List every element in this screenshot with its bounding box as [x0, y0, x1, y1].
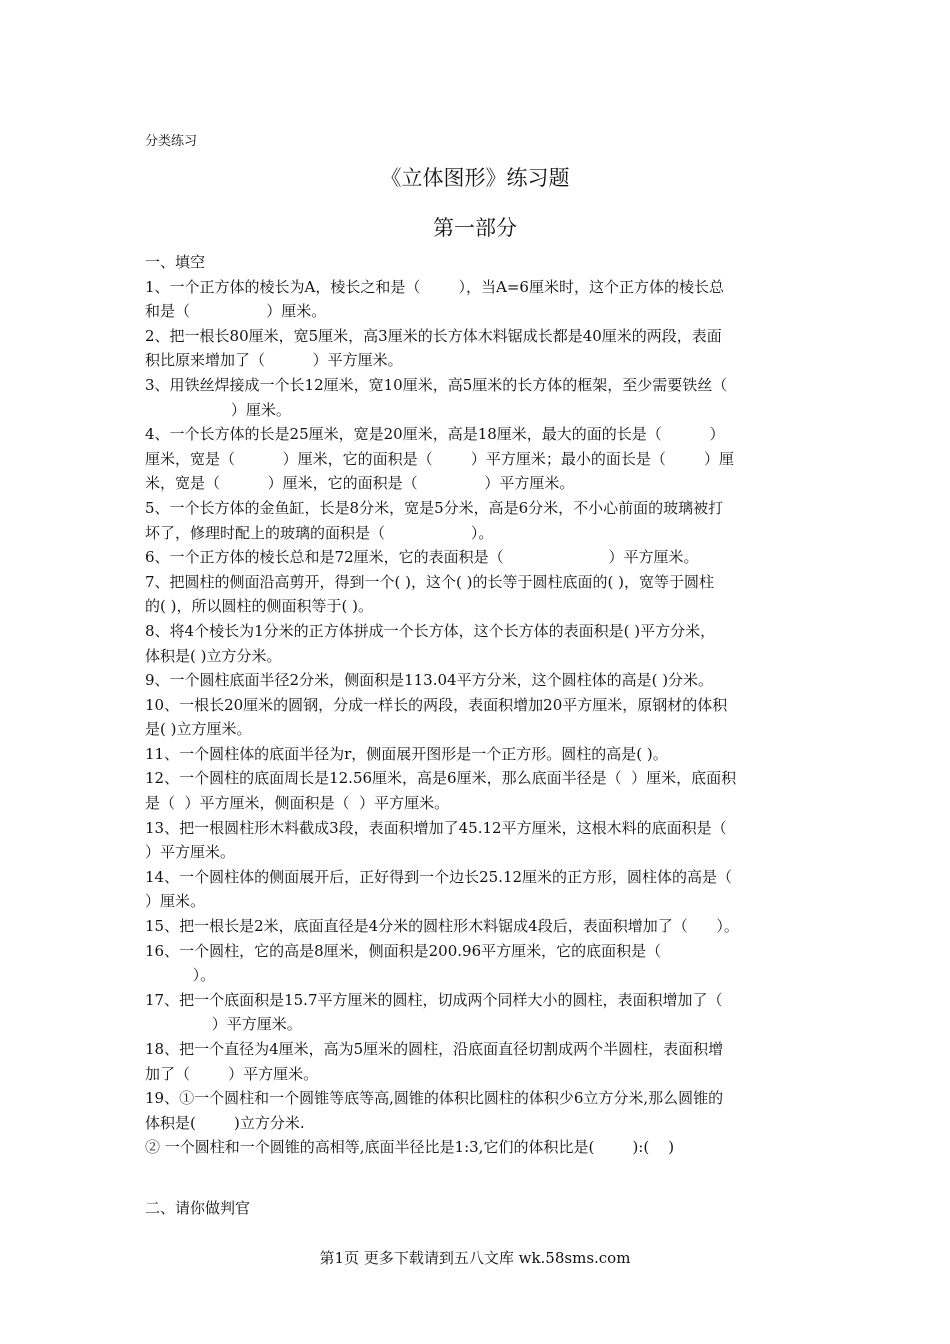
question-line: 是（ ）平方厘米，侧面积是（ ）平方厘米。: [145, 794, 450, 813]
question-line: ）平方厘米。: [145, 843, 236, 862]
question-line: ）厘米。: [145, 892, 206, 911]
question-line: 12、一个圆柱的底面周长是12.56厘米，高是6厘米，那么底面半径是（ ）厘米，底面积: [145, 769, 737, 788]
category-label: 分类练习: [145, 134, 198, 149]
question-line: 积比原来增加了（ ）平方厘米。: [145, 351, 403, 370]
question-line: 16、一个圆柱，它的高是8厘米，侧面积是200.96平方厘米，它的底面积是（: [145, 941, 662, 960]
question-line: 3、用铁丝焊接成一个长12厘米，宽10厘米，高5厘米的长方体的框架，至少需要铁丝（: [145, 375, 728, 394]
question-line: 19、①一个圆柱和一个圆锥等底等高,圆锥的体积比圆柱的体积少6立方分米,那么圆锥的: [145, 1089, 724, 1108]
page-subtitle: 第一部分: [433, 216, 517, 240]
question-line: 1、一个正方体的棱长为A，棱长之和是（ ），当A=6厘米时，这个正方体的棱长总: [145, 277, 724, 296]
page-title: 《立体图形》练习题: [380, 166, 570, 190]
question-line: 是( )立方厘米。: [145, 720, 252, 739]
question-line: 15、把一根长是2米，底面直径是4分米的圆柱形木料锯成4段后，表面积增加了（ ）。: [145, 917, 739, 936]
question-line: 7、把圆柱的侧面沿高剪开，得到一个( )，这个( )的长等于圆柱底面的( )，宽等于圆柱: [145, 572, 714, 591]
section-fill-blanks: [145, 250, 813, 1160]
question-line: 米，宽是（ ）厘米，它的面积是（ ）平方厘米。: [145, 474, 575, 493]
question-line: 坏了，修理时配上的玻璃的面积是（ ）。: [145, 523, 494, 542]
question-line: 4、一个长方体的长是25厘米，宽是20厘米，高是18厘米，最大的面的长是（ ）: [145, 425, 725, 444]
question-line: 8、将4个棱长为1分米的正方体拼成一个长方体，这个长方体的表面积是( )平方分米，: [145, 621, 716, 640]
question-line: 2、把一根长80厘米，宽5厘米，高3厘米的长方体木料锯成长都是40厘米的两段，表面: [145, 326, 722, 345]
question-line: 体积是( )立方分米.: [145, 1113, 305, 1132]
question-line: 11、一个圆柱体的底面半径为r，侧面展开图形是一个正方形。圆柱的高是( )。: [145, 744, 668, 763]
question-line: ）厘米。: [145, 400, 291, 419]
question-line: 9、一个圆柱底面半径2分米，侧面积是113.04平方分米，这个圆柱体的高是( )分米。: [145, 671, 714, 690]
question-line: ② 一个圆柱和一个圆锥的高相等,底面半径比是1:3,它们的体积比是( ):( ): [145, 1138, 675, 1157]
section-heading: 一、填空: [145, 253, 206, 271]
question-line: 和是（ ）厘米。: [145, 302, 327, 321]
question-line: 加了（ ）平方厘米。: [145, 1064, 319, 1083]
question-line: ）平方厘米。: [145, 1015, 302, 1034]
section-judge-heading: 二、请你做判官: [145, 1199, 251, 1217]
question-line: 体积是( )立方分米。: [145, 646, 282, 665]
question-line: 14、一个圆柱体的侧面展开后，正好得到一个边长25.12厘米的正方形，圆柱体的高是（: [145, 867, 733, 886]
question-line: 17、把一个底面积是15.7平方厘米的圆柱，切成两个同样大小的圆柱，表面积增加了（: [145, 990, 723, 1009]
question-line: 10、一根长20厘米的圆钢，分成一样长的两段，表面积增加20平方厘米，原钢材的体积: [145, 695, 728, 714]
question-line: 的( )，所以圆柱的侧面积等于( )。: [145, 597, 373, 616]
question-line: 18、把一个直径为4厘米，高为5厘米的圆柱，沿底面直径切割成两个半圆柱，表面积增: [145, 1040, 724, 1058]
question-line: ）。: [145, 966, 216, 985]
question-line: 13、把一根圆柱形木料截成3段，表面积增加了45.12平方厘米，这根木料的底面积是（: [145, 818, 727, 837]
question-line: 厘米，宽是（ ）厘米，它的面积是（ ）平方厘米；最小的面长是（ ）厘: [145, 449, 734, 468]
question-line: 5、一个长方体的金鱼缸，长是8分米，宽是5分米，高是6分米，不小心前面的玻璃被打: [145, 498, 724, 517]
question-line: 6、一个正方体的棱长总和是72厘米，它的表面积是（ ）平方厘米。: [145, 548, 699, 567]
page-footer: 第1页 更多下载请到五八文库 wk.58sms.com: [319, 1249, 631, 1267]
